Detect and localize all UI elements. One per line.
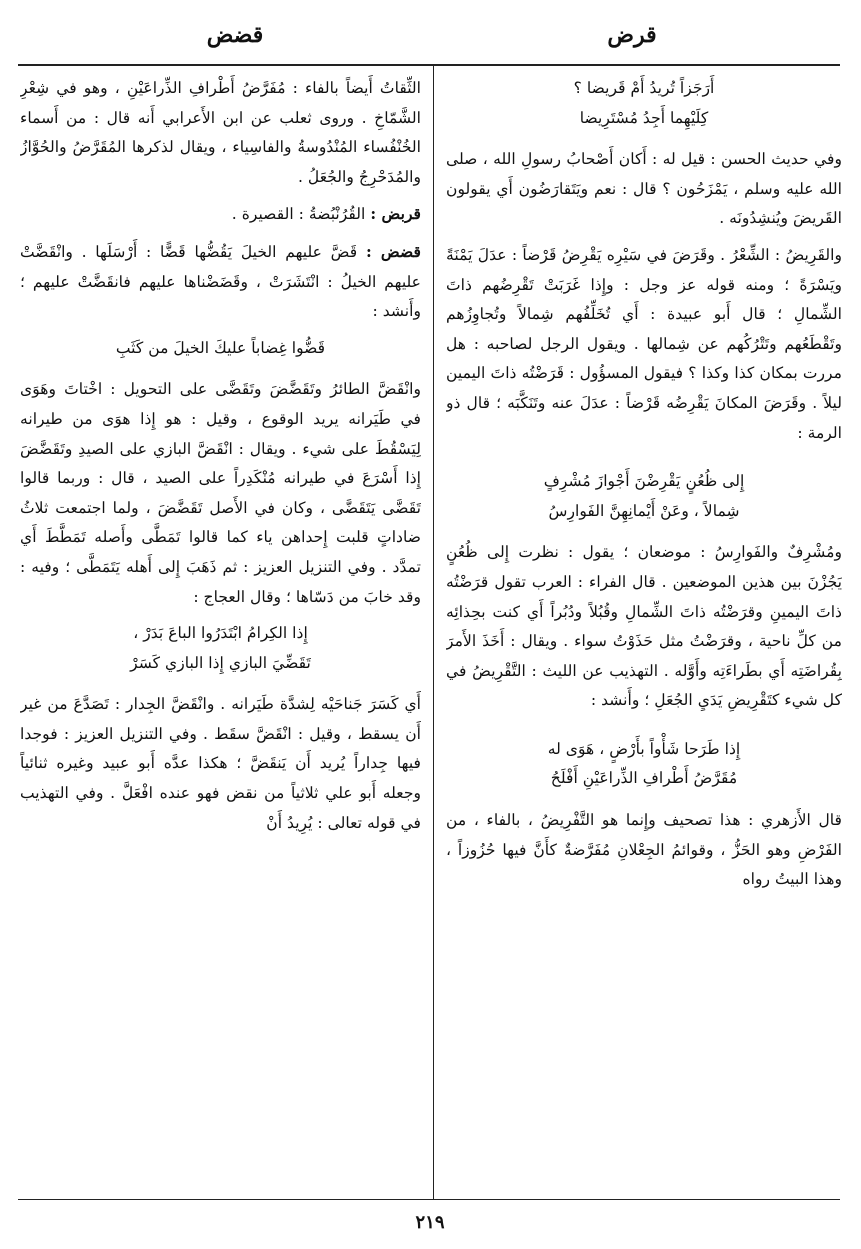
entry-paragraph: قال الأَزهري : هذا تصحيف وإِنما هو التَّفْرِيضُ ، بالفاء ، من الفَرْضِ وهو الحَزُّ ، وقوائمُ الجِعْلانِ مُفَرَّضةٌ كأَنَّ فيها حُزُوزاً ، وهذا البيتُ رواه xyxy=(446,811,842,889)
verse-line: أَرَجَزاً تُريدُ أَمْ قَريضا ؟ xyxy=(573,79,715,97)
left-column-header: قضض xyxy=(206,22,264,48)
right-column xyxy=(446,74,842,1196)
verse-line: مُقَرَّضُ أَطْرافِ الذِّراعَيْنِ أَفْلَحُ xyxy=(550,769,738,788)
column-divider xyxy=(433,66,434,1199)
verse-line: قَضُّوا غِضاباً عليكَ الخيلَ من كَثَبِ xyxy=(115,338,326,357)
entry-paragraph: وانْقَضَّ الطائرُ وتَقَضَّضَ وتَقَضَّى على التحويل : اخْتاتَ وهَوَى في طَيَرانه يريد الوقوع ، وقيل : هو إِذا هوَى من طيرانه لِيَسْقُطَ على شيء . ويقال : انْقَضَّ البازي على الصيدِ وتَقَضَّضَ إِذا أَسْرَعَ في طيرانه مُنْكَدِراً على الصيد ، قال : وربما قالوا تَقَضَّى يَتَقَضَّى ، وكان في الأَصل تَقَضَّضَ ، ولما اجتمعت ثلاثُ ضاداتٍ قلبت إِحداهن ياء كما قالوا تَمَطَّى وأَصله تَمَطَّطَ أَي تمدَّد . وفي التنزيل العزيز : ثم ذَهَبَ إِلى أَهله يَتَمَطَّى ؛ وفيه : وقد خابَ من دَسّاها ؛ وقال العجاج : xyxy=(20,380,421,606)
entry-qarbad xyxy=(20,199,421,230)
bottom-rule xyxy=(18,1199,840,1200)
entry-text: قَضَّ عليهم الخيلَ يَقُضُّها قَضًّا : أَرْسَلَها . وانْقَضَّتْ عليهم الخيلُ : انْتَشَرَتْ ، وقَضَضْناها عليهم فانقَضَّتْ عليهم ؛ وأَنشد : xyxy=(20,242,421,321)
top-rule xyxy=(18,64,840,66)
verse-line: تَقَضِّيَ البازي إِذا البازي كَسَرْ xyxy=(130,653,311,672)
left-column xyxy=(20,74,421,1196)
entry-paragraph: والقَرِيضُ : الشِّعْرُ . وقَرَضَ في سَيْرِه يَقْرِضُ قَرْضاً : عدَلَ يَمْنَةً ويَسْرَةً ؛ ومنه قوله عز وجل : وإِذا غَرَبَتْ تَقْرِضُهم ذاتَ الشِّمالِ ؛ قال أَبو عبيدة : أَي تُخَلِّفُهم شِمالاً وتُجاوِزُهم وتَقْطَعُهم وتَتْرُكُهم عن شِمالها . ويقول الرجل لصاحبه : هل مررت بمكان كذا وكذا ؟ فيقول المسؤُول : قَرَضْتُه ذاتَ اليمين ليلاً . وقَرَضَ المكانَ يَقْرِضُه قَرْضاً : عدَلَ عنه وتَنَكَّبَه ؛ قال ذو الرمة : xyxy=(446,245,842,442)
entry-paragraph: أَي كَسَرَ جَناحَيْه لِشدَّة طَيَرانه . وانْقَضَّ الجِدار : تَصَدَّعَ من غير أَن يسقط ، وقيل : انْقَضَّ سقَط . وفي التنزيل العزيز : فوجدا فيها جِداراً يُريد أَن يَنقَضَّ ؛ هكذا عدَّه أَبو عبيد وغيره ثنائياً وجعله أَبو علي ثلاثياً من نقض فهو عنده افْعَلَّ . وفي التهذيب في قوله تعالى : يُرِيدُ أَنْ xyxy=(20,695,421,832)
verse-line: إِذا الكِرامُ ابْتَدَرُوا الباعَ بَدَرْ ، xyxy=(133,624,308,643)
verse-line: كِلَيْهِما أَجِدُ مُسْتَرِيضا xyxy=(579,108,709,127)
verse-line: إِلى ظُعُنٍ يَقْرِضْنَ أَجْوازَ مُشْرِفٍ xyxy=(543,472,745,491)
entry-text: القُرُنْبُضةُ : القصيرة . xyxy=(231,205,366,224)
verse-line: شِمالاً ، وعَنْ أَيْمانِهِنَّ الفَوارِسُ xyxy=(548,501,740,520)
headword: قربض : xyxy=(370,204,421,224)
entry-paragraph: الثِّقاتُ أَيضاً بالفاء : مُفَرَّضُ أَطْرافِ الذِّراعَيْنِ ، وهو في شِعْرِ الشَّمّاخِ . وروى ثعلب عن ابن الأَعرابي أَنه قال : من أَسماء الخُنْفُساء المُنْدُوسةُ والفاسِياء ، ويقال لذكرها المُقَرَّضُ والحُوَّازُ والمُدَحْرِجُ والجُعَلُ . xyxy=(20,79,421,186)
headword: قضض : xyxy=(365,241,421,261)
entry-paragraph: وفي حديث الحسن : قيل له : أَكان أَصْحابُ رسولِ الله ، صلى الله عليه وسلم ، يَمْزَحُون ؟ قال : نعم ويَتَقارَضُون أَي يقولون القَريضَ ويُنشِدُونَه . xyxy=(446,150,842,228)
entry-paragraph: ومُشْرِفٌ والفَوارِسُ : موضعان ؛ يقول : نظرت إِلى ظُعُنٍ يَجُزْنَ بين هذين الموضعين . قال الفراء : العرب تقول قرَضْتُه ذاتَ اليمينِ وقرَضْتُه ذاتَ الشِّمالِ وقُبُلاً ودُبُراً أَي كنت بحِذائِه من كلِّ ناحية ، وقرَضْتُ مثل حَذَوْتُ سواء . ويقال : أَخَذَ الأَمرَ بِقُراضَتِه أَي بطَراءَتِه وأَوَّله . التهذيب عن الليث : التَّقْرِيضُ في كل شيء كتَقْرِيضِ يَدَيِ الجُعَلِ ؛ وأَنشد : xyxy=(446,543,842,710)
verse-line: إِذا طَرَحا شَأْواً بأَرْضٍ ، هَوَى له xyxy=(547,739,741,758)
right-column-header: قرض xyxy=(607,22,657,48)
page-number: ٢١٩ xyxy=(415,1212,445,1233)
entry-qadad xyxy=(20,237,421,327)
